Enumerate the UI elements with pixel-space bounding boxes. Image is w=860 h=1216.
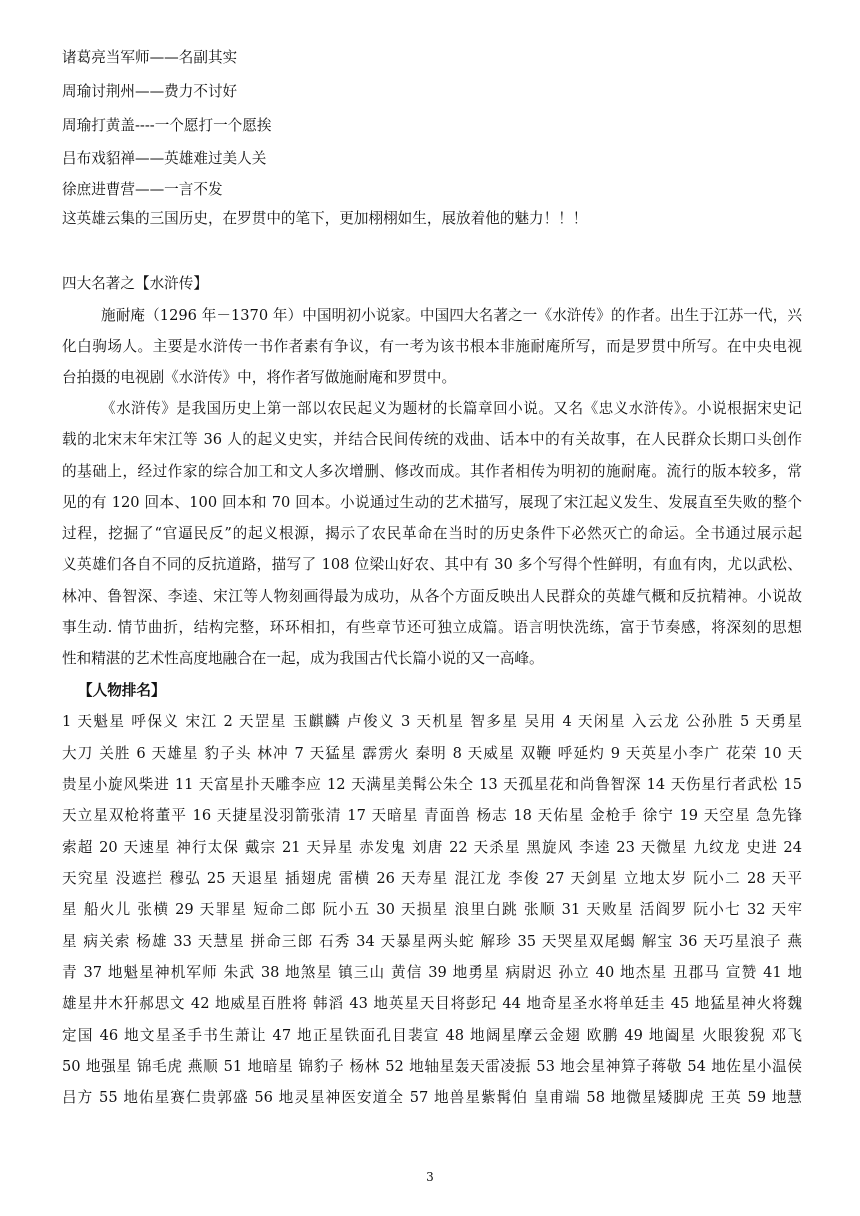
ranking-line: 吕方 55 地佑星赛仁贵郭盛 56 地灵星神医安道全 57 地兽星紫髯伯 皇甫端 58 地微星矮脚虎 王英 59 地慧: [62, 1089, 802, 1106]
section-heading: 四大名著之【水浒传】: [62, 275, 208, 292]
paragraph-line: 的基础上，经过作家的综合加工和文人多次增删、修改而成。其作者相传为明初的施耐庵。流行的版本较多，常: [62, 463, 802, 480]
page-number: 3: [426, 1170, 434, 1184]
idiom-line: 诸葛亮当军师——名副其实: [62, 49, 238, 66]
paragraph-line: 事生动. 情节曲折，结构完整，环环相扣，有些章节还可独立成篇。语言明快洗练，富于节奏感，将深刻的思想: [62, 619, 802, 636]
ranking-line: 雄星井木犴郝思文 42 地威星百胜将 韩滔 43 地英星天目将彭玘 44 地奇星圣水将单廷圭 45 地猛星神火将魏: [62, 995, 802, 1012]
ranking-line: 贵星小旋风柴进 11 天富星扑天雕李应 12 天满星美髯公朱仝 13 天孤星花和尚鲁智深 14 天伤星行者武松 15: [62, 776, 802, 793]
ranking-line: 天究星 没遮拦 穆弘 25 天退星 插翅虎 雷横 26 天寿星 混江龙 李俊 27 天剑星 立地太岁 阮小二 28 天平: [62, 870, 802, 887]
ranking-line: 1 天魁星 呼保义 宋江 2 天罡星 玉麒麟 卢俊义 3 天机星 智多星 吴用 4 天闲星 入云龙 公孙胜 5 天勇星: [62, 713, 802, 730]
ranking-heading: 【人物排名】: [78, 682, 166, 699]
ranking-line: 星 船火儿 张横 29 天罪星 短命二郎 阮小五 30 天损星 浪里白跳 张顺 31 天败星 活阎罗 阮小七 32 天牢: [62, 901, 802, 918]
ranking-line: 索超 20 天速星 神行太保 戴宗 21 天异星 赤发鬼 刘唐 22 天杀星 黑旋风 李逵 23 天微星 九纹龙 史进 24: [62, 839, 802, 856]
idiom-line: 徐庶进曹营——一言不发: [62, 181, 223, 198]
paragraph-line: 义英雄们各自不同的反抗道路，描写了 108 位梁山好农、其中有 30 多个写得个性鲜明，有血有肉，尤以武松、: [62, 556, 802, 573]
paragraph-line: 载的北宋末年宋江等 36 人的起义史实，并结合民间传统的戏曲、话本中的有关故事，在人民群众长期口头创作: [62, 431, 802, 448]
paragraph-line: 化白驹场人。主要是水浒传一书作者素有争议，有一考为该书根本非施耐庵所写，而是罗贯中所写。在中央电视: [62, 338, 802, 355]
paragraph-line: 见的有 120 回本、100 回本和 70 回本。小说通过生动的艺术描写，展现了宋江起义发生、发展直至失败的整个: [62, 494, 802, 511]
paragraph-line: 林冲、鲁智深、李逵、宋江等人物刻画得最为成功，从各个方面反映出人民群众的英雄气概和反抗精神。小说故: [62, 588, 802, 605]
idiom-line: 周瑜讨荆州——费力不讨好: [62, 83, 238, 100]
idiom-line: 周瑜打黄盖----一个愿打一个愿挨: [62, 117, 272, 134]
paragraph-line: 过程，挖掘了“官逼民反”的起义根源，揭示了农民革命在当时的历史条件下必然灭亡的命运。全书通过展示起: [62, 525, 802, 542]
paragraph-line: 台拍摄的电视剧《水浒传》中，将作者写做施耐庵和罗贯中。: [62, 369, 457, 386]
ranking-line: 青 37 地魁星神机军师 朱武 38 地煞星 镇三山 黄信 39 地勇星 病尉迟 孙立 40 地杰星 丑郡马 宣赞 41 地: [62, 964, 802, 981]
closing-sentence: 这英雄云集的三国历史，在罗贯中的笔下，更加栩栩如生，展放着他的魅力！！！: [62, 210, 588, 227]
paragraph-line: 性和精湛的艺术性高度地融合在一起，成为我国古代长篇小说的又一高峰。: [62, 650, 544, 667]
ranking-line: 50 地强星 锦毛虎 燕顺 51 地暗星 锦豹子 杨林 52 地轴星轰天雷凌振 53 地会星神算子蒋敬 54 地佐星小温侯: [62, 1058, 802, 1075]
idiom-line: 吕布戏貂禅——英雄难过美人关: [62, 150, 267, 167]
paragraph-line: 《水浒传》是我国历史上第一部以农民起义为题材的长篇章回小说。又名《忠义水浒传》。小说根据宋史记: [101, 400, 802, 417]
ranking-line: 天立星双枪将董平 16 天捷星没羽箭张清 17 天暗星 青面兽 杨志 18 天佑星 金枪手 徐宁 19 天空星 急先锋: [62, 807, 802, 824]
ranking-line: 定国 46 地文星圣手书生萧让 47 地正星铁面孔目裴宣 48 地阔星摩云金翅 欧鹏 49 地阖星 火眼狻猊 邓飞: [62, 1027, 802, 1044]
ranking-line: 大刀 关胜 6 天雄星 豹子头 林冲 7 天猛星 霹雳火 秦明 8 天威星 双鞭 呼延灼 9 天英星小李广 花荣 10 天: [62, 745, 802, 762]
ranking-line: 星 病关索 杨雄 33 天慧星 拼命三郎 石秀 34 天暴星两头蛇 解珍 35 天哭星双尾蝎 解宝 36 天巧星浪子 燕: [62, 933, 802, 950]
paragraph-line: 施耐庵（1296 年－1370 年）中国明初小说家。中国四大名著之一《水浒传》的作者。出生于江苏一代，兴: [101, 307, 802, 324]
